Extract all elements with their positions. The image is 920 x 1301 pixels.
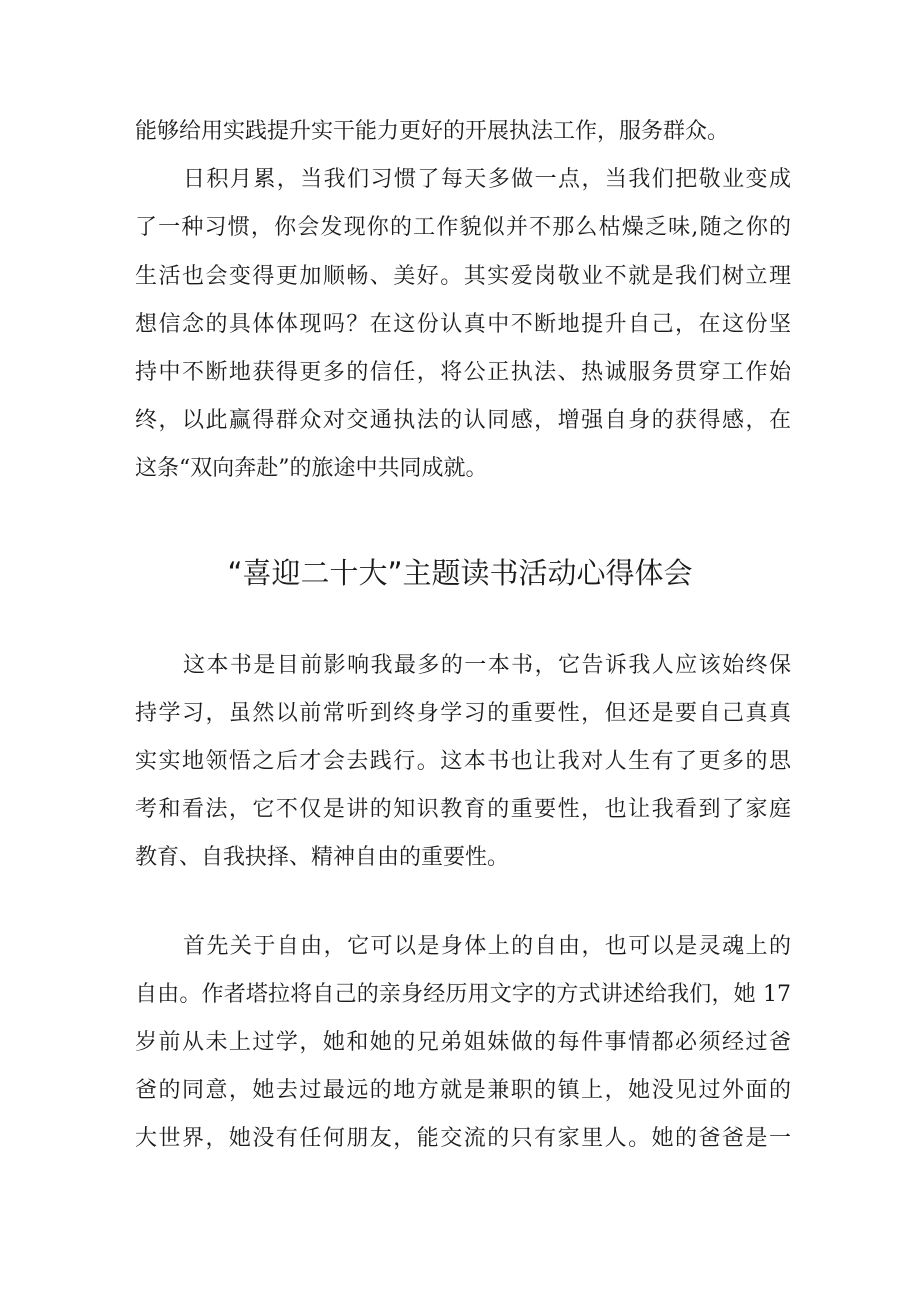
paragraph-line: 生活也会变得更加顺畅、美好。其实爱岗敬业不就是我们树立理 [135,264,791,289]
paragraph-line: 实实地领悟之后才会去践行。这本书也让我对人生有了更多的思 [135,749,791,774]
paragraph-line: 终，以此赢得群众对交通执法的认同感，增强自身的获得感，在 [135,408,791,433]
paragraph-line: 岁前从未上过学，她和她的兄弟姐妹做的每件事情都必须经过爸 [135,1030,791,1055]
paragraph-line: 首先关于自由，它可以是身体上的自由，也可以是灵魂上的 [183,934,791,959]
paragraph-line: 爸的同意，她去过最远的地方就是兼职的镇上，她没见过外面的 [135,1078,791,1103]
paragraph-line: 这条“双向奔赴”的旅途中共同成就。 [135,456,488,481]
paragraph-line: 想信念的具体体现吗？在这份认真中不断地提升自己，在这份坚 [135,312,791,337]
paragraph-line: 了一种习惯，你会发现你的工作貌似并不那么枯燥乏味,随之你的 [135,215,791,240]
paragraph-line: 大世界，她没有任何朋友，能交流的只有家里人。她的爸爸是一 [135,1126,791,1151]
paragraph-line: 持中不断地获得更多的信任，将公正执法、热诚服务贯穿工作始 [135,360,791,385]
paragraph-line: 持学习，虽然以前常听到终身学习的重要性，但还是要自己真真 [135,701,791,726]
section-title: “喜迎二十大”主题读书活动心得体会 [227,556,693,590]
paragraph-line: 考和看法，它不仅是讲的知识教育的重要性，也让我看到了家庭 [135,797,791,822]
paragraph-line: 日积月累，当我们习惯了每天多做一点，当我们把敬业变成 [183,167,791,192]
paragraph-line: 能够给用实践提升实干能力更好的开展执法工作，服务群众。 [135,119,730,144]
paragraph-line: 这本书是目前影响我最多的一本书，它告诉我人应该始终保 [183,653,791,678]
paragraph-line: 自由。作者塔拉将自己的亲身经历用文字的方式讲述给我们，她 17 [135,982,791,1007]
paragraph-line: 教育、自我抉择、精神自由的重要性。 [135,845,510,870]
